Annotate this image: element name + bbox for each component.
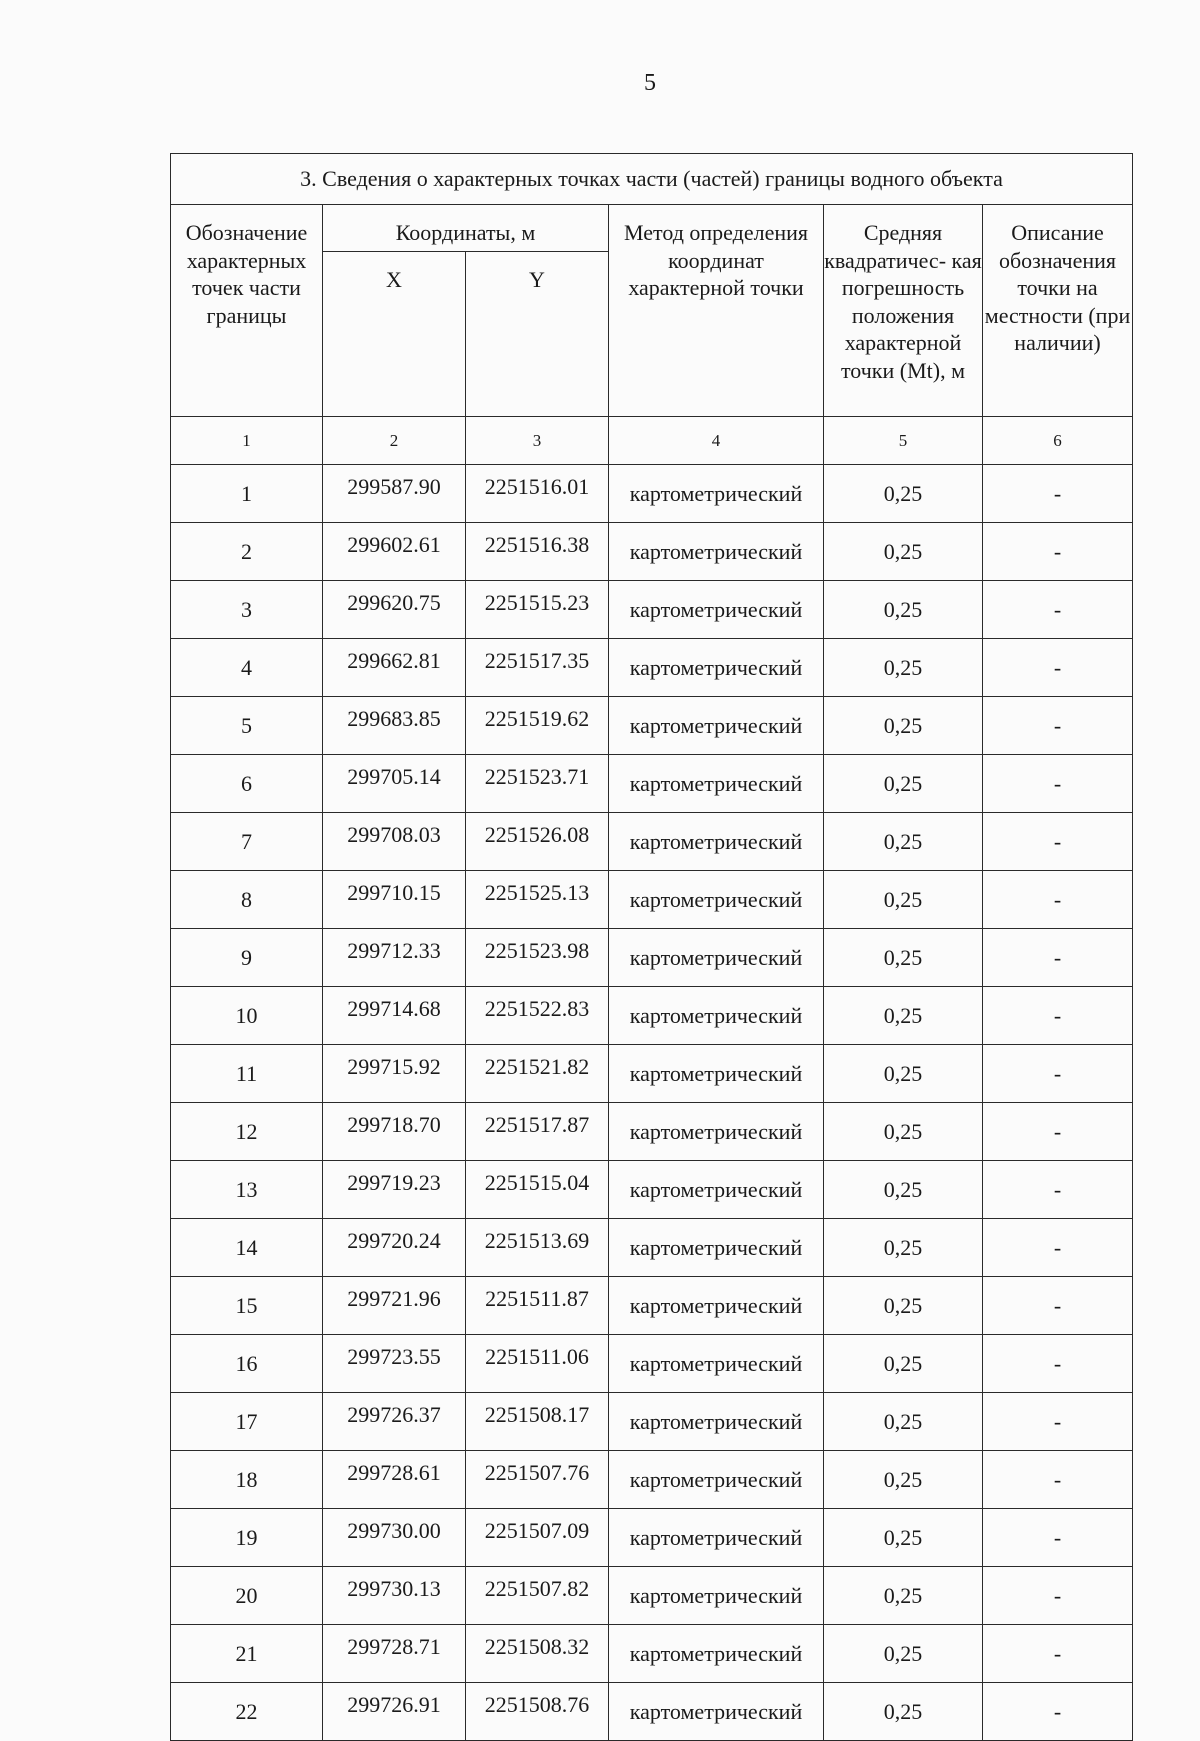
- y-coordinate-cell: 2251515.04: [466, 1161, 609, 1219]
- accuracy-cell: 0,25: [824, 697, 983, 755]
- x-coordinate-cell: 299602.61: [323, 523, 466, 581]
- accuracy-cell: 0,25: [824, 929, 983, 987]
- method-cell: картометрический: [609, 813, 824, 871]
- point-number-cell: 18: [171, 1451, 323, 1509]
- table-row: [171, 1567, 1133, 1625]
- y-coordinate-cell: 2251516.38: [466, 523, 609, 581]
- description-cell: -: [983, 1567, 1133, 1625]
- method-cell: картометрический: [609, 755, 824, 813]
- table-row: [171, 1103, 1133, 1161]
- description-cell: -: [983, 813, 1133, 871]
- y-coordinate-cell: 2251517.35: [466, 639, 609, 697]
- header-coordinates: Координаты, м: [323, 205, 609, 252]
- accuracy-cell: 0,25: [824, 1625, 983, 1683]
- table-row: [171, 755, 1133, 813]
- column-number: 5: [824, 417, 983, 465]
- description-cell: -: [983, 1045, 1133, 1103]
- description-cell: -: [983, 581, 1133, 639]
- method-cell: картометрический: [609, 987, 824, 1045]
- column-number-row: [171, 417, 1133, 465]
- accuracy-cell: 0,25: [824, 639, 983, 697]
- method-cell: картометрический: [609, 1045, 824, 1103]
- x-coordinate-cell: 299721.96: [323, 1277, 466, 1335]
- x-coordinate-cell: 299710.15: [323, 871, 466, 929]
- description-cell: -: [983, 1683, 1133, 1741]
- x-coordinate-cell: 299726.91: [323, 1683, 466, 1741]
- accuracy-cell: 0,25: [824, 523, 983, 581]
- accuracy-cell: 0,25: [824, 1567, 983, 1625]
- method-cell: картометрический: [609, 465, 824, 523]
- method-cell: картометрический: [609, 871, 824, 929]
- y-coordinate-cell: 2251515.23: [466, 581, 609, 639]
- x-coordinate-cell: 299728.61: [323, 1451, 466, 1509]
- accuracy-cell: 0,25: [824, 1335, 983, 1393]
- table-row: [171, 697, 1133, 755]
- table-row: [171, 1625, 1133, 1683]
- y-coordinate-cell: 2251508.32: [466, 1625, 609, 1683]
- column-number: 1: [171, 417, 323, 465]
- description-cell: -: [983, 1509, 1133, 1567]
- accuracy-cell: 0,25: [824, 581, 983, 639]
- point-number-cell: 14: [171, 1219, 323, 1277]
- method-cell: картометрический: [609, 1219, 824, 1277]
- point-number-cell: 12: [171, 1103, 323, 1161]
- accuracy-cell: 0,25: [824, 1161, 983, 1219]
- point-number-cell: 19: [171, 1509, 323, 1567]
- accuracy-cell: 0,25: [824, 1683, 983, 1741]
- description-cell: -: [983, 639, 1133, 697]
- method-cell: картометрический: [609, 1161, 824, 1219]
- table-row: [171, 1161, 1133, 1219]
- header-description: Описание обозначения точки на местности (при наличии): [983, 205, 1133, 417]
- method-cell: картометрический: [609, 523, 824, 581]
- y-coordinate-cell: 2251526.08: [466, 813, 609, 871]
- y-coordinate-cell: 2251523.71: [466, 755, 609, 813]
- method-cell: картометрический: [609, 1335, 824, 1393]
- method-cell: картометрический: [609, 1103, 824, 1161]
- x-coordinate-cell: 299705.14: [323, 755, 466, 813]
- method-cell: картометрический: [609, 697, 824, 755]
- method-cell: картометрический: [609, 1451, 824, 1509]
- point-number-cell: 1: [171, 465, 323, 523]
- description-cell: -: [983, 1625, 1133, 1683]
- accuracy-cell: 0,25: [824, 755, 983, 813]
- y-coordinate-cell: 2251513.69: [466, 1219, 609, 1277]
- point-number-cell: 7: [171, 813, 323, 871]
- point-number-cell: 5: [171, 697, 323, 755]
- y-coordinate-cell: 2251507.76: [466, 1451, 609, 1509]
- point-number-cell: 3: [171, 581, 323, 639]
- point-number-cell: 15: [171, 1277, 323, 1335]
- description-cell: -: [983, 1219, 1133, 1277]
- y-coordinate-cell: 2251511.87: [466, 1277, 609, 1335]
- header-x: X: [323, 252, 466, 417]
- y-coordinate-cell: 2251522.83: [466, 987, 609, 1045]
- description-cell: -: [983, 987, 1133, 1045]
- y-coordinate-cell: 2251508.76: [466, 1683, 609, 1741]
- description-cell: -: [983, 697, 1133, 755]
- page-number: 5: [644, 70, 656, 96]
- x-coordinate-cell: 299712.33: [323, 929, 466, 987]
- table-row: [171, 581, 1133, 639]
- x-coordinate-cell: 299662.81: [323, 639, 466, 697]
- point-number-cell: 8: [171, 871, 323, 929]
- method-cell: картометрический: [609, 639, 824, 697]
- column-number: 6: [983, 417, 1133, 465]
- x-coordinate-cell: 299719.23: [323, 1161, 466, 1219]
- description-cell: -: [983, 1393, 1133, 1451]
- accuracy-cell: 0,25: [824, 1219, 983, 1277]
- y-coordinate-cell: 2251523.98: [466, 929, 609, 987]
- description-cell: -: [983, 465, 1133, 523]
- method-cell: картометрический: [609, 1567, 824, 1625]
- method-cell: картометрический: [609, 1683, 824, 1741]
- accuracy-cell: 0,25: [824, 1509, 983, 1567]
- y-coordinate-cell: 2251507.09: [466, 1509, 609, 1567]
- x-coordinate-cell: 299726.37: [323, 1393, 466, 1451]
- accuracy-cell: 0,25: [824, 871, 983, 929]
- point-number-cell: 21: [171, 1625, 323, 1683]
- boundary-points-table: [170, 153, 1133, 1741]
- x-coordinate-cell: 299730.00: [323, 1509, 466, 1567]
- accuracy-cell: 0,25: [824, 1451, 983, 1509]
- y-coordinate-cell: 2251517.87: [466, 1103, 609, 1161]
- method-cell: картометрический: [609, 929, 824, 987]
- table-row: [171, 1683, 1133, 1741]
- x-coordinate-cell: 299683.85: [323, 697, 466, 755]
- header-method: Метод определения координат характерной точки: [609, 205, 824, 417]
- point-number-cell: 4: [171, 639, 323, 697]
- accuracy-cell: 0,25: [824, 987, 983, 1045]
- y-coordinate-cell: 2251516.01: [466, 465, 609, 523]
- accuracy-cell: 0,25: [824, 1103, 983, 1161]
- table-row: [171, 987, 1133, 1045]
- table-row: [171, 523, 1133, 581]
- x-coordinate-cell: 299728.71: [323, 1625, 466, 1683]
- x-coordinate-cell: 299720.24: [323, 1219, 466, 1277]
- x-coordinate-cell: 299714.68: [323, 987, 466, 1045]
- description-cell: -: [983, 1161, 1133, 1219]
- column-number: 2: [323, 417, 466, 465]
- x-coordinate-cell: 299708.03: [323, 813, 466, 871]
- accuracy-cell: 0,25: [824, 1393, 983, 1451]
- table-row: [171, 1335, 1133, 1393]
- method-cell: картометрический: [609, 1277, 824, 1335]
- method-cell: картометрический: [609, 581, 824, 639]
- header-y: Y: [466, 252, 609, 417]
- table-row: [171, 1277, 1133, 1335]
- point-number-cell: 20: [171, 1567, 323, 1625]
- y-coordinate-cell: 2251511.06: [466, 1335, 609, 1393]
- accuracy-cell: 0,25: [824, 465, 983, 523]
- point-number-cell: 17: [171, 1393, 323, 1451]
- x-coordinate-cell: 299723.55: [323, 1335, 466, 1393]
- header-accuracy: Средняя квадратичес- кая погрешность положения характерной точки (Mt), м: [824, 205, 983, 417]
- point-number-cell: 16: [171, 1335, 323, 1393]
- method-cell: картометрический: [609, 1509, 824, 1567]
- header-designation: Обозначение характерных точек части границы: [171, 205, 323, 417]
- column-number: 3: [466, 417, 609, 465]
- point-number-cell: 9: [171, 929, 323, 987]
- table-row: [171, 813, 1133, 871]
- y-coordinate-cell: 2251525.13: [466, 871, 609, 929]
- y-coordinate-cell: 2251508.17: [466, 1393, 609, 1451]
- description-cell: -: [983, 929, 1133, 987]
- method-cell: картометрический: [609, 1625, 824, 1683]
- description-cell: -: [983, 871, 1133, 929]
- table-row: [171, 871, 1133, 929]
- table-row: [171, 465, 1133, 523]
- x-coordinate-cell: 299715.92: [323, 1045, 466, 1103]
- y-coordinate-cell: 2251507.82: [466, 1567, 609, 1625]
- point-number-cell: 11: [171, 1045, 323, 1103]
- point-number-cell: 6: [171, 755, 323, 813]
- description-cell: -: [983, 755, 1133, 813]
- accuracy-cell: 0,25: [824, 1045, 983, 1103]
- point-number-cell: 22: [171, 1683, 323, 1741]
- y-coordinate-cell: 2251519.62: [466, 697, 609, 755]
- table-title: 3. Сведения о характерных точках части (частей) границы водного объекта: [171, 154, 1133, 205]
- table-row: [171, 1451, 1133, 1509]
- description-cell: -: [983, 523, 1133, 581]
- table-row: [171, 1509, 1133, 1567]
- x-coordinate-cell: 299587.90: [323, 465, 466, 523]
- x-coordinate-cell: 299730.13: [323, 1567, 466, 1625]
- column-number: 4: [609, 417, 824, 465]
- x-coordinate-cell: 299620.75: [323, 581, 466, 639]
- table-row: [171, 639, 1133, 697]
- point-number-cell: 10: [171, 987, 323, 1045]
- x-coordinate-cell: 299718.70: [323, 1103, 466, 1161]
- description-cell: -: [983, 1277, 1133, 1335]
- table-row: [171, 929, 1133, 987]
- table-row: [171, 1045, 1133, 1103]
- method-cell: картометрический: [609, 1393, 824, 1451]
- table-row: [171, 1393, 1133, 1451]
- description-cell: -: [983, 1451, 1133, 1509]
- description-cell: -: [983, 1335, 1133, 1393]
- accuracy-cell: 0,25: [824, 1277, 983, 1335]
- accuracy-cell: 0,25: [824, 813, 983, 871]
- table-row: [171, 1219, 1133, 1277]
- description-cell: -: [983, 1103, 1133, 1161]
- point-number-cell: 2: [171, 523, 323, 581]
- y-coordinate-cell: 2251521.82: [466, 1045, 609, 1103]
- point-number-cell: 13: [171, 1161, 323, 1219]
